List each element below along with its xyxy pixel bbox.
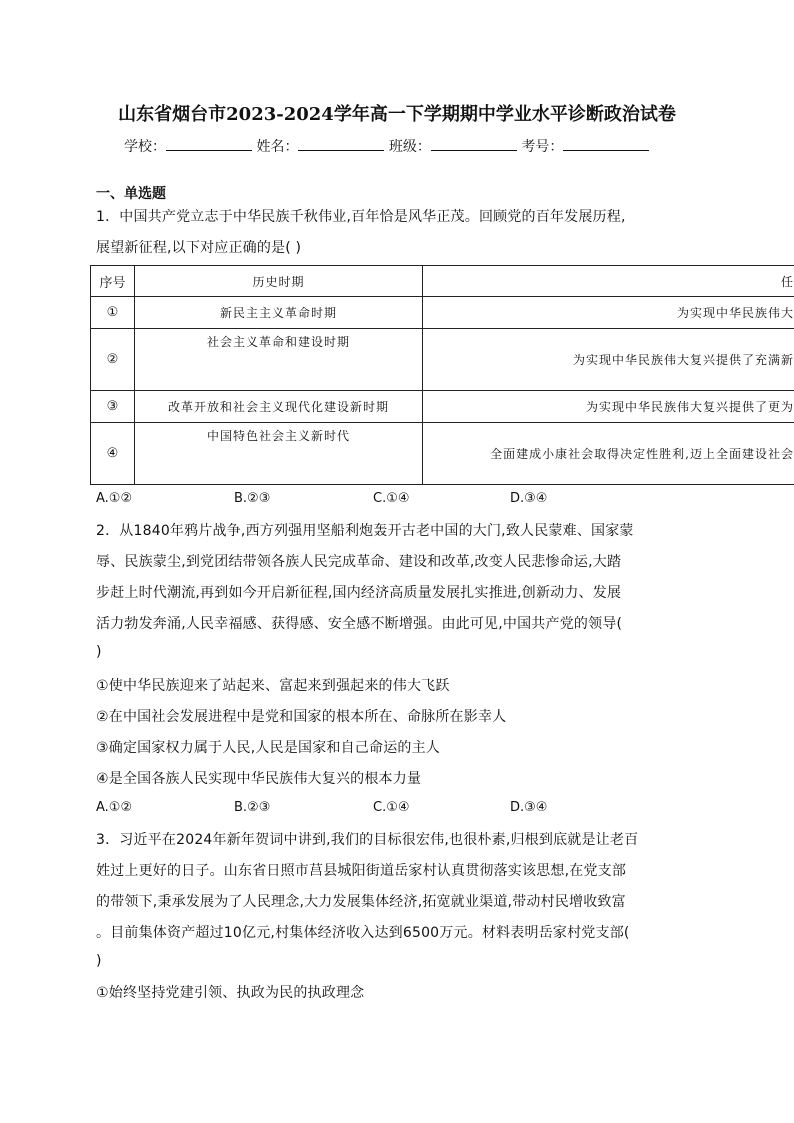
table-row [91, 329, 794, 391]
q3-choice: ①始终坚持党建引领、执政为民的执政理念 [96, 985, 365, 1001]
row-period: 社会主义革命和建设时期 [135, 329, 423, 391]
school-label: 学校： [124, 139, 166, 155]
row-period: 改革开放和社会主义现代化建设新时期 [135, 391, 423, 423]
option-b[interactable]: B.②③ [234, 800, 271, 815]
q1-stem-line-2: 展望新征程,以下对应正确的是( ) [96, 240, 302, 256]
q2-stem-line: 活力勃发奔涌,人民幸福感、获得感、安全感不断增强。由此可见,中国共产党的领导( [96, 616, 623, 632]
class-blank [431, 136, 517, 151]
q2-choice: ③确定国家权力属于人民,人民是国家和自己命运的主人 [96, 740, 440, 756]
option-c[interactable]: C.①④ [373, 491, 410, 506]
option-b[interactable]: B.②③ [234, 491, 271, 506]
name-blank [298, 136, 384, 151]
table-row [91, 423, 794, 485]
row-period: 中国特色社会主义新时代 [135, 423, 423, 485]
number-label: 考号： [521, 139, 564, 155]
row-task: 为实现中华民族伟大复兴提供了更为 [423, 391, 794, 423]
q2-choice: ①使中华民族迎来了站起来、富起来到强起来的伟大飞跃 [96, 678, 450, 694]
header-period: 历史时期 [135, 266, 423, 297]
table-header-row [91, 266, 794, 297]
row-number: ② [91, 329, 135, 391]
student-info-line [124, 136, 649, 156]
row-task: 为实现中华民族伟大复兴提供了充满新 [423, 329, 794, 391]
row-number: ① [91, 297, 135, 329]
q1-table [90, 265, 794, 485]
q3-stem-line: ) [96, 953, 102, 969]
section-heading: 一、单选题 [96, 186, 166, 202]
table-row [91, 391, 794, 423]
option-a[interactable]: A.①② [96, 800, 133, 815]
header-task: 任 [423, 266, 794, 297]
q2-stem-line: 辱、民族蒙尘,到党团结带领各族人民完成革命、建设和改革,改变人民悲惨命运,大踏 [96, 554, 622, 570]
row-task: 全面建成小康社会取得决定性胜利,迈上全面建设社会 [423, 423, 794, 485]
number-blank [563, 136, 649, 151]
q2-choice: ②在中国社会发展进程中是党和国家的根本所在、命脉所在影幸人 [96, 709, 507, 725]
option-c[interactable]: C.①④ [373, 800, 410, 815]
class-label: 班级： [388, 139, 431, 155]
q3-stem-line: 的带领下,秉承发展为了人民理念,大力发展集体经济,拓宽就业渠道,带动村民增收致富 [96, 894, 626, 910]
row-number: ④ [91, 423, 135, 485]
q3-stem-line: 。目前集体资产超过10亿元,村集体经济收入达到6500万元。材料表明岳家村党支部( [96, 925, 630, 941]
q2-stem-line: ) [96, 644, 102, 660]
row-task: 为实现中华民族伟大 [423, 297, 794, 329]
header-number: 序号 [91, 266, 135, 297]
table-row [91, 297, 794, 329]
exam-title: 山东省烟台市2023-2024学年高一下学期期中学业水平诊断政治试卷 [118, 104, 676, 125]
option-d[interactable]: D.③④ [510, 800, 548, 815]
q2-stem-line: 2．从1840年鸦片战争,西方列强用坚船利炮轰开古老中国的大门,致人民蒙难、国家蒙 [96, 523, 634, 539]
row-number: ③ [91, 391, 135, 423]
option-a[interactable]: A.①② [96, 491, 133, 506]
q2-stem-line: 步赶上时代潮流,再到如今开启新征程,国内经济高质量发展扎实推进,创新动力、发展 [96, 585, 622, 601]
row-period: 新民主主义革命时期 [135, 297, 423, 329]
option-d[interactable]: D.③④ [510, 491, 548, 506]
q3-stem-line: 姓过上更好的日子。山东省日照市莒县城阳街道岳家村认真贯彻落实该思想,在党支部 [96, 863, 627, 879]
q1-stem-line-1: 1．中国共产党立志于中华民族千秋伟业,百年恰是风华正茂。回顾党的百年发展历程, [96, 209, 626, 225]
q2-choice: ④是全国各族人民实现中华民族伟大复兴的根本力量 [96, 771, 422, 787]
school-blank [166, 136, 252, 151]
name-label: 姓名： [256, 139, 299, 155]
q3-stem-line: 3．习近平在2024年新年贺词中讲到,我们的目标很宏伟,也很朴素,归根到底就是让老百 [96, 832, 639, 848]
